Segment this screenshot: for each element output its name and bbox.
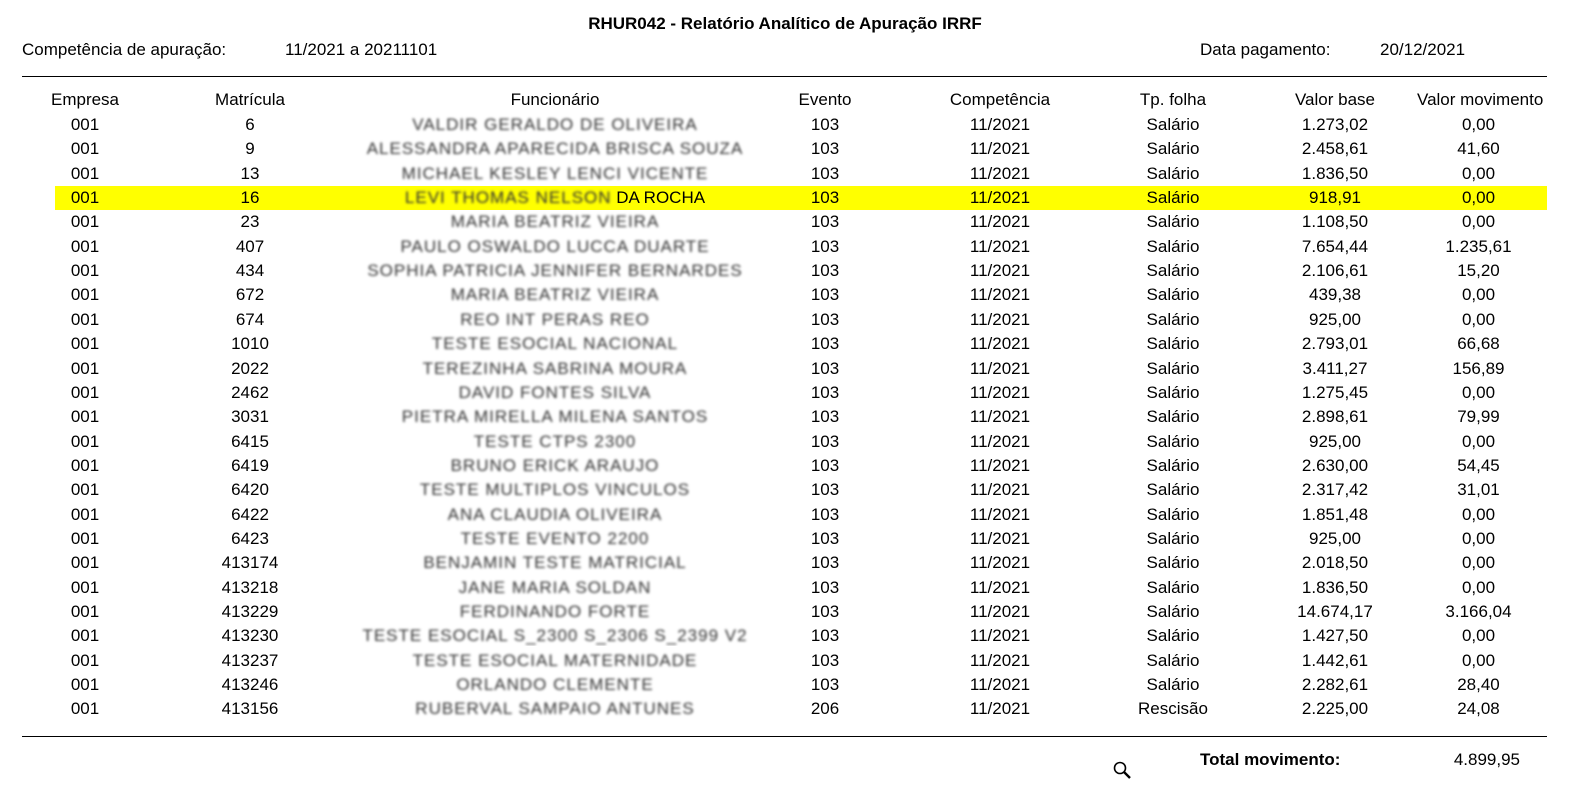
cell-competencia: 11/2021 bbox=[969, 285, 1031, 305]
cell-funcionario bbox=[355, 432, 755, 452]
cell-valor-movimento: 0,00 bbox=[1461, 285, 1496, 305]
cell-tp-folha: Salário bbox=[1146, 455, 1200, 475]
funcionario-redacted: TESTE ESOCIAL MATERNIDADE bbox=[412, 650, 698, 670]
cell-empresa: 001 bbox=[70, 115, 100, 134]
table-row[interactable] bbox=[55, 600, 1547, 624]
table-row[interactable] bbox=[55, 673, 1547, 697]
cell-evento: 103 bbox=[810, 188, 840, 208]
table-row[interactable] bbox=[55, 503, 1547, 527]
table-row[interactable] bbox=[55, 259, 1547, 283]
cell-empresa: 001 bbox=[70, 212, 100, 232]
cell-valor-base: 2.106,61 bbox=[1301, 261, 1369, 281]
cell-evento: 103 bbox=[810, 626, 840, 646]
cell-competencia: 11/2021 bbox=[969, 431, 1031, 451]
cell-competencia: 11/2021 bbox=[969, 382, 1031, 402]
cell-matricula: 1010 bbox=[231, 334, 269, 354]
cell-tp-folha: Salário bbox=[1146, 431, 1200, 451]
funcionario-redacted: TESTE CTPS 2300 bbox=[473, 431, 637, 451]
col-funcionario: Funcionário bbox=[510, 90, 600, 109]
cell-empresa: 001 bbox=[70, 528, 100, 548]
competencia-label: Competência de apuração: bbox=[22, 40, 227, 59]
cell-valor-base: 1.108,50 bbox=[1301, 212, 1369, 232]
table-row[interactable] bbox=[55, 551, 1547, 575]
table-row[interactable] bbox=[55, 283, 1547, 307]
cell-tp-folha: Salário bbox=[1146, 236, 1200, 256]
funcionario-redacted: TESTE MULTIPLOS VINCULOS bbox=[419, 480, 691, 500]
cell-evento: 103 bbox=[810, 212, 840, 232]
cell-valor-movimento: 31,01 bbox=[1457, 480, 1500, 500]
cell-funcionario bbox=[355, 310, 755, 330]
funcionario-redacted: MARIA BEATRIZ VIEIRA bbox=[450, 212, 660, 232]
cell-valor-movimento: 0,00 bbox=[1461, 626, 1496, 646]
cell-tp-folha: Salário bbox=[1146, 577, 1200, 597]
table-row[interactable] bbox=[55, 113, 1547, 137]
cell-tp-folha: Salário bbox=[1146, 309, 1200, 329]
funcionario-redacted: SOPHIA PATRICIA JENNIFER BERNARDES bbox=[367, 261, 743, 281]
cell-empresa: 001 bbox=[70, 650, 100, 670]
cell-funcionario bbox=[355, 261, 755, 281]
cell-valor-movimento: 0,00 bbox=[1461, 115, 1496, 134]
cell-valor-movimento: 0,00 bbox=[1461, 309, 1496, 329]
cell-empresa: 001 bbox=[70, 188, 100, 208]
cell-funcionario bbox=[355, 139, 755, 159]
cell-valor-base: 1.275,45 bbox=[1301, 382, 1369, 402]
col-valor-movimento: Valor movimento bbox=[1417, 90, 1544, 109]
total-label: Total movimento: bbox=[1200, 750, 1341, 769]
cell-funcionario bbox=[355, 626, 755, 646]
table-row[interactable] bbox=[55, 697, 1547, 721]
cell-matricula: 672 bbox=[235, 285, 265, 305]
table-row[interactable] bbox=[55, 624, 1547, 648]
cell-funcionario bbox=[355, 334, 755, 354]
cell-funcionario bbox=[355, 699, 755, 719]
table-row[interactable] bbox=[55, 430, 1547, 454]
cell-funcionario bbox=[355, 237, 755, 257]
pagamento-label: Data pagamento: bbox=[1200, 40, 1331, 59]
cell-competencia: 11/2021 bbox=[969, 455, 1031, 475]
table-row[interactable] bbox=[55, 235, 1547, 259]
cell-valor-base: 1.836,50 bbox=[1301, 163, 1369, 183]
cell-matricula: 413218 bbox=[221, 577, 279, 597]
cell-valor-movimento: 0,00 bbox=[1461, 650, 1496, 670]
pagamento-value: 20/12/2021 bbox=[1380, 40, 1466, 59]
cell-valor-base: 1.273,02 bbox=[1301, 115, 1369, 134]
funcionario-redacted: PIETRA MIRELLA MILENA SANTOS bbox=[401, 407, 709, 427]
cell-matricula: 674 bbox=[235, 309, 265, 329]
cell-evento: 103 bbox=[810, 455, 840, 475]
cell-empresa: 001 bbox=[70, 699, 100, 719]
cell-valor-movimento: 0,00 bbox=[1461, 577, 1496, 597]
cell-funcionario bbox=[355, 188, 755, 208]
funcionario-redacted: BENJAMIN TESTE MATRICIAL bbox=[423, 553, 687, 573]
cell-valor-base: 14.674,17 bbox=[1297, 602, 1373, 621]
cell-competencia: 11/2021 bbox=[969, 188, 1031, 208]
col-tp-folha: Tp. folha bbox=[1139, 90, 1207, 109]
funcionario-redacted: JANE MARIA SOLDAN bbox=[458, 577, 652, 597]
cell-valor-base: 439,38 bbox=[1309, 285, 1361, 305]
col-valor-base: Valor base bbox=[1294, 90, 1375, 109]
cell-tp-folha: Salário bbox=[1146, 358, 1200, 378]
cell-competencia: 11/2021 bbox=[969, 528, 1031, 548]
cell-valor-movimento: 1.235,61 bbox=[1445, 236, 1512, 256]
cell-tp-folha: Salário bbox=[1146, 675, 1200, 695]
funcionario-redacted: ALESSANDRA APARECIDA BRISCA SOUZA bbox=[366, 139, 744, 159]
cell-evento: 103 bbox=[810, 675, 840, 695]
cell-valor-movimento: 0,00 bbox=[1461, 528, 1496, 548]
table-row[interactable] bbox=[55, 186, 1547, 210]
cell-matricula: 6 bbox=[245, 115, 255, 134]
cell-competencia: 11/2021 bbox=[969, 650, 1031, 670]
cell-empresa: 001 bbox=[70, 285, 100, 305]
cell-competencia: 11/2021 bbox=[969, 602, 1031, 621]
cell-competencia: 11/2021 bbox=[969, 309, 1031, 329]
funcionario-redacted: VALDIR GERALDO DE OLIVEIRA bbox=[412, 115, 698, 134]
cell-matricula: 413156 bbox=[221, 699, 279, 719]
cell-evento: 103 bbox=[810, 480, 840, 500]
cell-empresa: 001 bbox=[70, 553, 100, 573]
cell-empresa: 001 bbox=[70, 675, 100, 695]
cell-valor-movimento: 28,40 bbox=[1457, 675, 1500, 695]
cell-competencia: 11/2021 bbox=[969, 334, 1031, 354]
cell-matricula: 413237 bbox=[221, 650, 279, 670]
cell-empresa: 001 bbox=[70, 139, 100, 159]
cell-evento: 103 bbox=[810, 650, 840, 670]
cell-funcionario bbox=[355, 383, 755, 403]
cell-tp-folha: Salário bbox=[1146, 334, 1200, 354]
cell-competencia: 11/2021 bbox=[969, 577, 1031, 597]
cell-tp-folha: Salário bbox=[1146, 382, 1200, 402]
cell-evento: 103 bbox=[810, 504, 840, 524]
cell-valor-base: 1.442,61 bbox=[1301, 650, 1369, 670]
funcionario-redacted: TEREZINHA SABRINA MOURA bbox=[422, 358, 688, 378]
cell-valor-base: 918,91 bbox=[1309, 188, 1361, 208]
funcionario-redacted: LEVI THOMAS NELSON bbox=[404, 188, 612, 208]
cell-tp-folha: Salário bbox=[1146, 553, 1200, 573]
cell-empresa: 001 bbox=[70, 602, 100, 621]
funcionario-redacted: ANA CLAUDIA OLIVEIRA bbox=[447, 504, 663, 524]
cell-evento: 103 bbox=[810, 309, 840, 329]
col-matricula: Matrícula bbox=[215, 90, 285, 109]
cell-funcionario bbox=[355, 602, 755, 622]
cell-valor-base: 7.654,44 bbox=[1301, 236, 1369, 256]
cell-matricula: 413229 bbox=[221, 602, 279, 621]
cell-funcionario bbox=[355, 675, 755, 695]
cell-tp-folha: Salário bbox=[1146, 626, 1200, 646]
cell-tp-folha: Salário bbox=[1146, 139, 1200, 159]
cell-valor-base: 2.282,61 bbox=[1301, 675, 1369, 695]
cell-evento: 103 bbox=[810, 577, 840, 597]
cell-matricula: 23 bbox=[240, 212, 260, 232]
table-header bbox=[50, 88, 1547, 112]
cell-tp-folha: Salário bbox=[1146, 407, 1200, 427]
table-row[interactable] bbox=[55, 137, 1547, 161]
cell-evento: 206 bbox=[810, 699, 840, 719]
funcionario-visible: DA ROCHA bbox=[611, 188, 706, 208]
cell-tp-folha: Salário bbox=[1146, 650, 1200, 670]
cell-competencia: 11/2021 bbox=[969, 139, 1031, 159]
table-row[interactable] bbox=[55, 454, 1547, 478]
table-row[interactable] bbox=[55, 162, 1547, 186]
cell-evento: 103 bbox=[810, 528, 840, 548]
cell-valor-movimento: 0,00 bbox=[1461, 188, 1496, 208]
cell-matricula: 6420 bbox=[231, 480, 269, 500]
cell-evento: 103 bbox=[810, 602, 840, 621]
funcionario-redacted: REO INT PERAS REO bbox=[460, 309, 650, 329]
funcionario-redacted: RUBERVAL SAMPAIO ANTUNES bbox=[415, 699, 695, 719]
cell-funcionario bbox=[355, 529, 755, 549]
funcionario-redacted: MARIA BEATRIZ VIEIRA bbox=[450, 285, 660, 305]
cell-matricula: 9 bbox=[245, 139, 255, 159]
funcionario-redacted: TESTE EVENTO 2200 bbox=[460, 528, 650, 548]
cell-tp-folha: Salário bbox=[1146, 480, 1200, 500]
cell-valor-base: 1.836,50 bbox=[1301, 577, 1369, 597]
cell-valor-movimento: 0,00 bbox=[1461, 163, 1496, 183]
cell-matricula: 13 bbox=[240, 163, 260, 183]
cell-funcionario bbox=[355, 505, 755, 525]
cell-competencia: 11/2021 bbox=[969, 626, 1031, 646]
cell-empresa: 001 bbox=[70, 382, 100, 402]
cell-competencia: 11/2021 bbox=[969, 553, 1031, 573]
cell-competencia: 11/2021 bbox=[969, 115, 1031, 134]
cell-matricula: 6415 bbox=[231, 431, 269, 451]
funcionario-redacted: TESTE ESOCIAL NACIONAL bbox=[431, 334, 679, 354]
cell-valor-movimento: 0,00 bbox=[1461, 504, 1496, 524]
cell-valor-base: 1.851,48 bbox=[1301, 504, 1369, 524]
cell-evento: 103 bbox=[810, 236, 840, 256]
cell-competencia: 11/2021 bbox=[969, 163, 1031, 183]
cell-matricula: 2022 bbox=[231, 358, 269, 378]
cell-valor-movimento: 54,45 bbox=[1457, 455, 1500, 475]
col-empresa: Empresa bbox=[50, 90, 120, 109]
cell-evento: 103 bbox=[810, 285, 840, 305]
cell-empresa: 001 bbox=[70, 261, 100, 281]
report-title: RHUR042 - Relatório Analítico de Apuração IRRF bbox=[588, 14, 982, 33]
funcionario-redacted: MICHAEL KESLEY LENCI VICENTE bbox=[401, 163, 709, 183]
cell-competencia: 11/2021 bbox=[969, 358, 1031, 378]
cell-valor-base: 925,00 bbox=[1309, 528, 1361, 548]
cell-funcionario bbox=[355, 651, 755, 671]
cell-tp-folha: Salário bbox=[1146, 504, 1200, 524]
cell-matricula: 434 bbox=[235, 261, 265, 281]
cell-valor-base: 2.458,61 bbox=[1301, 139, 1369, 159]
cell-funcionario bbox=[355, 212, 755, 232]
cell-competencia: 11/2021 bbox=[969, 261, 1031, 281]
table-row[interactable] bbox=[55, 576, 1547, 600]
col-competencia: Competência bbox=[949, 90, 1051, 109]
table-row[interactable] bbox=[55, 478, 1547, 502]
cell-valor-movimento: 0,00 bbox=[1461, 431, 1496, 451]
cell-matricula: 16 bbox=[240, 188, 260, 208]
cell-empresa: 001 bbox=[70, 480, 100, 500]
cell-empresa: 001 bbox=[70, 309, 100, 329]
magnifier-icon[interactable] bbox=[1112, 760, 1132, 780]
cell-matricula: 2462 bbox=[231, 382, 269, 402]
cell-valor-movimento: 15,20 bbox=[1457, 261, 1500, 281]
cell-empresa: 001 bbox=[70, 455, 100, 475]
cell-tp-folha: Salário bbox=[1146, 602, 1200, 621]
cell-empresa: 001 bbox=[70, 407, 100, 427]
cell-empresa: 001 bbox=[70, 358, 100, 378]
funcionario-redacted: ORLANDO CLEMENTE bbox=[456, 675, 654, 695]
cell-tp-folha: Salário bbox=[1146, 188, 1200, 208]
table-row[interactable] bbox=[55, 405, 1547, 429]
cell-empresa: 001 bbox=[70, 431, 100, 451]
cell-evento: 103 bbox=[810, 407, 840, 427]
funcionario-redacted: BRUNO ERICK ARAUJO bbox=[450, 455, 660, 475]
cell-funcionario bbox=[355, 553, 755, 573]
cell-tp-folha: Rescisão bbox=[1138, 699, 1208, 719]
cell-competencia: 11/2021 bbox=[969, 504, 1031, 524]
cell-evento: 103 bbox=[810, 115, 840, 134]
table-row[interactable] bbox=[55, 332, 1547, 356]
cell-evento: 103 bbox=[810, 553, 840, 573]
cell-competencia: 11/2021 bbox=[969, 699, 1031, 719]
cell-valor-base: 925,00 bbox=[1309, 309, 1361, 329]
footer-rule bbox=[22, 736, 1547, 737]
cell-valor-movimento: 0,00 bbox=[1461, 553, 1496, 573]
cell-funcionario bbox=[355, 480, 755, 500]
cell-valor-base: 2.898,61 bbox=[1301, 407, 1369, 427]
cell-tp-folha: Salário bbox=[1146, 261, 1200, 281]
cell-tp-folha: Salário bbox=[1146, 212, 1200, 232]
cell-valor-base: 1.427,50 bbox=[1301, 626, 1369, 646]
table-row[interactable] bbox=[55, 308, 1547, 332]
table-row[interactable] bbox=[55, 357, 1547, 381]
cell-competencia: 11/2021 bbox=[969, 212, 1031, 232]
cell-evento: 103 bbox=[810, 358, 840, 378]
cell-matricula: 6422 bbox=[231, 504, 269, 524]
total-value: 4.899,95 bbox=[1453, 750, 1520, 769]
cell-valor-base: 2.018,50 bbox=[1301, 553, 1369, 573]
cell-matricula: 6419 bbox=[231, 455, 269, 475]
cell-funcionario bbox=[355, 359, 755, 379]
funcionario-redacted: TESTE ESOCIAL S_2300 S_2306 S_2399 V2 bbox=[362, 626, 748, 646]
cell-competencia: 11/2021 bbox=[969, 480, 1031, 500]
cell-matricula: 3031 bbox=[231, 407, 269, 427]
cell-valor-movimento: 3.166,04 bbox=[1445, 602, 1512, 621]
cell-evento: 103 bbox=[810, 163, 840, 183]
cell-empresa: 001 bbox=[70, 236, 100, 256]
competencia-value: 11/2021 a 20211101 bbox=[285, 40, 438, 59]
cell-valor-base: 3.411,27 bbox=[1302, 358, 1368, 378]
cell-matricula: 413246 bbox=[221, 675, 279, 695]
cell-matricula: 6423 bbox=[231, 528, 269, 548]
cell-funcionario bbox=[355, 164, 755, 184]
cell-competencia: 11/2021 bbox=[969, 407, 1031, 427]
cell-valor-movimento: 24,08 bbox=[1457, 699, 1500, 719]
cell-evento: 103 bbox=[810, 431, 840, 451]
cell-valor-movimento: 41,60 bbox=[1457, 139, 1500, 159]
header-rule bbox=[22, 76, 1547, 77]
cell-funcionario bbox=[355, 285, 755, 305]
cell-competencia: 11/2021 bbox=[969, 236, 1031, 256]
cell-tp-folha: Salário bbox=[1146, 163, 1200, 183]
cell-valor-movimento: 79,99 bbox=[1457, 407, 1500, 427]
cell-valor-base: 2.793,01 bbox=[1301, 334, 1369, 354]
cell-matricula: 413230 bbox=[221, 626, 279, 646]
cell-funcionario bbox=[355, 456, 755, 476]
table-row[interactable] bbox=[55, 527, 1547, 551]
cell-evento: 103 bbox=[810, 334, 840, 354]
cell-matricula: 413174 bbox=[221, 553, 279, 573]
funcionario-redacted: PAULO OSWALDO LUCCA DUARTE bbox=[400, 236, 710, 256]
cell-valor-base: 925,00 bbox=[1309, 431, 1361, 451]
cell-funcionario bbox=[355, 407, 755, 427]
cell-funcionario bbox=[355, 578, 755, 598]
table-row[interactable] bbox=[55, 210, 1547, 234]
table-row[interactable] bbox=[55, 381, 1547, 405]
cell-empresa: 001 bbox=[70, 504, 100, 524]
funcionario-redacted: FERDINANDO FORTE bbox=[459, 602, 651, 621]
cell-evento: 103 bbox=[810, 261, 840, 281]
cell-empresa: 001 bbox=[70, 334, 100, 354]
cell-valor-base: 2.630,00 bbox=[1301, 455, 1369, 475]
cell-empresa: 001 bbox=[70, 577, 100, 597]
cell-empresa: 001 bbox=[70, 163, 100, 183]
cell-valor-movimento: 66,68 bbox=[1457, 334, 1500, 354]
cell-valor-base: 2.317,42 bbox=[1301, 480, 1369, 500]
col-evento: Evento bbox=[798, 90, 852, 109]
cell-tp-folha: Salário bbox=[1146, 115, 1200, 134]
cell-evento: 103 bbox=[810, 382, 840, 402]
table-row[interactable] bbox=[55, 649, 1547, 673]
cell-matricula: 407 bbox=[235, 236, 265, 256]
cell-evento: 103 bbox=[810, 139, 840, 159]
cell-funcionario bbox=[355, 115, 755, 135]
funcionario-redacted: DAVID FONTES SILVA bbox=[458, 382, 652, 402]
cell-tp-folha: Salário bbox=[1146, 528, 1200, 548]
cell-valor-movimento: 156,89 bbox=[1452, 358, 1505, 378]
cell-valor-movimento: 0,00 bbox=[1461, 382, 1496, 402]
cell-tp-folha: Salário bbox=[1146, 285, 1200, 305]
cell-empresa: 001 bbox=[70, 626, 100, 646]
cell-valor-movimento: 0,00 bbox=[1461, 212, 1496, 232]
cell-valor-base: 2.225,00 bbox=[1301, 699, 1369, 719]
cell-competencia: 11/2021 bbox=[969, 675, 1031, 695]
